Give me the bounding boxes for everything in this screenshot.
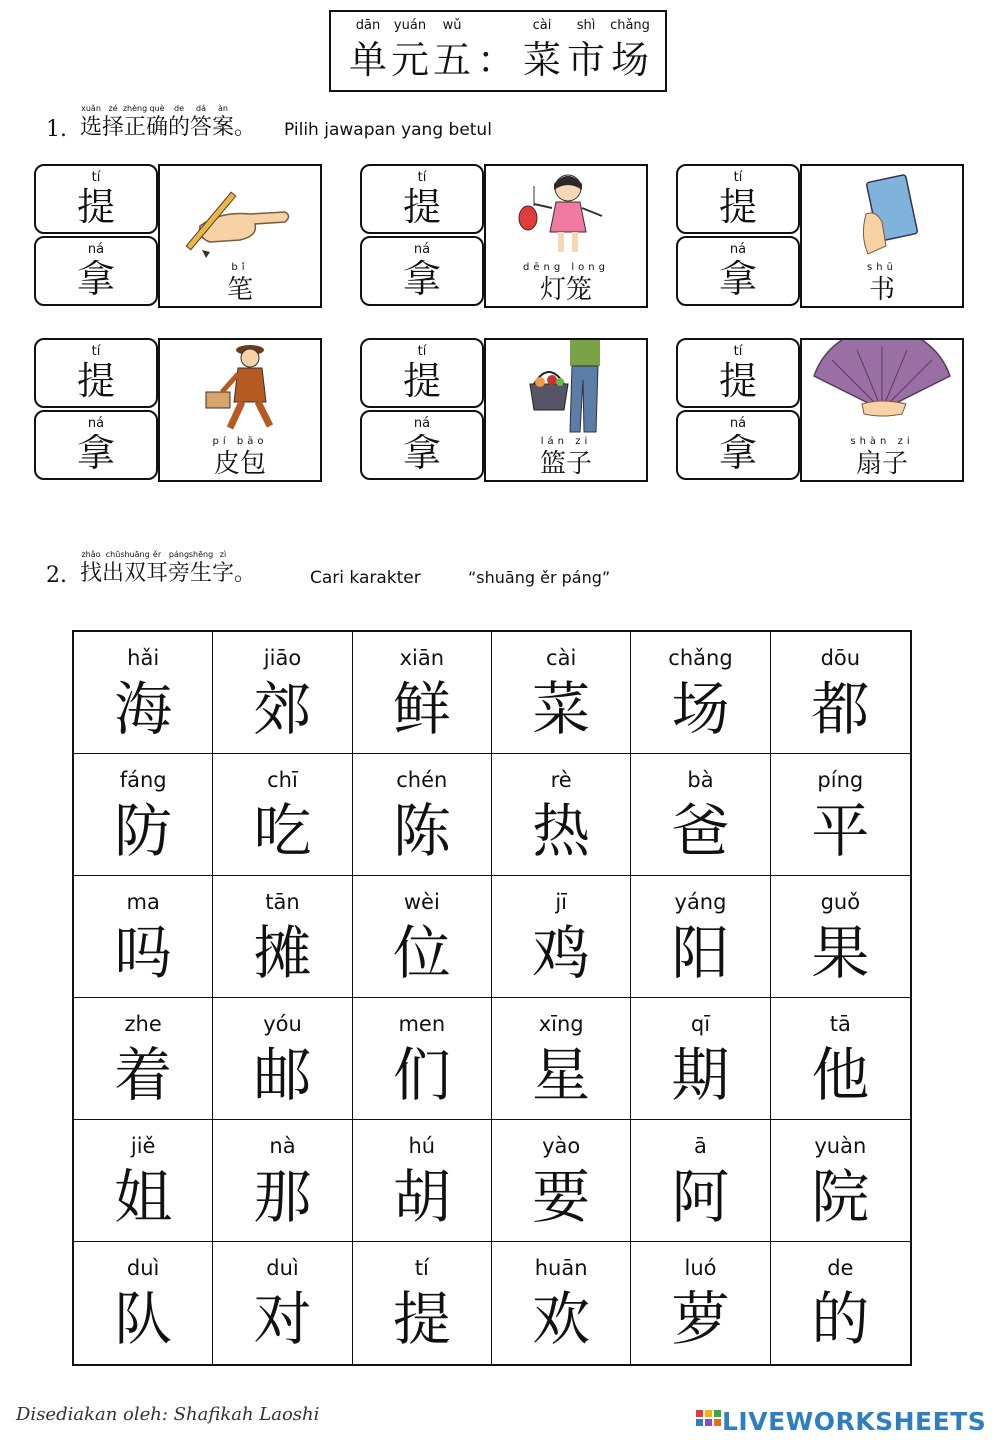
grid-cell-pinyin: jiě bbox=[130, 1134, 156, 1158]
grid-cell[interactable] bbox=[771, 754, 910, 876]
grid-cell-pinyin: tān bbox=[265, 890, 300, 914]
word-pinyin: dēng long bbox=[523, 262, 609, 273]
grid-cell-char: 郊 bbox=[253, 675, 312, 743]
grid-cell-char: 胡 bbox=[392, 1163, 451, 1231]
option-ti-button[interactable] bbox=[360, 338, 484, 408]
option-char: 拿 bbox=[718, 257, 757, 301]
instruction-1 bbox=[46, 104, 566, 144]
option-pinyin: tí bbox=[91, 170, 101, 185]
instruction-2 bbox=[46, 550, 686, 590]
grid-cell-pinyin: bà bbox=[687, 768, 714, 792]
grid-cell[interactable] bbox=[492, 876, 631, 998]
grid-cell-char: 阿 bbox=[671, 1163, 730, 1231]
grid-cell-char: 队 bbox=[114, 1285, 173, 1353]
instruction-pinyin: dá bbox=[196, 104, 206, 113]
grid-cell-pinyin: tí bbox=[414, 1256, 429, 1280]
option-na-button[interactable] bbox=[360, 410, 484, 480]
title-char: 五 bbox=[432, 38, 471, 82]
option-char: 拿 bbox=[76, 431, 115, 475]
grid-cell-char: 萝 bbox=[671, 1285, 730, 1353]
footer-signature: Disediakan oleh: Shafikah Laoshi bbox=[16, 1404, 320, 1425]
grid-cell[interactable] bbox=[213, 1120, 352, 1242]
question-card bbox=[34, 338, 324, 486]
picture-panel bbox=[484, 164, 648, 308]
title-pinyin: cài bbox=[532, 18, 552, 33]
word-char: 篮子 bbox=[539, 449, 592, 479]
grid-cell[interactable] bbox=[353, 1120, 492, 1242]
instruction-pinyin: shēng bbox=[188, 550, 214, 559]
title-char: 市 bbox=[566, 38, 605, 82]
grid-cell[interactable] bbox=[631, 632, 770, 754]
grid-cell[interactable] bbox=[631, 1120, 770, 1242]
grid-cell-char: 鲜 bbox=[392, 675, 451, 743]
grid-cell-pinyin: de bbox=[827, 1256, 854, 1280]
picture-panel bbox=[800, 164, 964, 308]
instruction-char: 旁 bbox=[168, 561, 191, 586]
instruction-char: 择 bbox=[102, 115, 125, 140]
option-pinyin: ná bbox=[87, 416, 105, 431]
grid-cell-char: 鸡 bbox=[532, 919, 591, 987]
grid-cell-char: 菜 bbox=[532, 675, 591, 743]
grid-cell-pinyin: huān bbox=[534, 1256, 588, 1280]
grid-cell-pinyin: chén bbox=[396, 768, 448, 792]
instruction-pinyin: zé bbox=[108, 104, 118, 113]
grid-cell[interactable] bbox=[353, 876, 492, 998]
title-pinyin: yuán bbox=[393, 18, 427, 33]
grid-cell[interactable] bbox=[74, 1242, 213, 1364]
instruction-pinyin: àn bbox=[218, 104, 228, 113]
grid-cell-pinyin: guǒ bbox=[820, 890, 861, 914]
option-char: 提 bbox=[718, 359, 757, 403]
instruction-pinyin: zhǎo bbox=[81, 550, 101, 559]
instruction-char: 正 bbox=[124, 115, 147, 140]
option-na-button[interactable] bbox=[34, 410, 158, 480]
instruction-char: 确 bbox=[146, 115, 169, 140]
instruction-pinyin: zhèng bbox=[122, 104, 148, 113]
grid-cell[interactable] bbox=[492, 1242, 631, 1364]
grid-cell-char: 邮 bbox=[253, 1041, 312, 1109]
instruction-char: 。 bbox=[234, 115, 257, 140]
instruction-2-malay: Cari karakter bbox=[310, 568, 421, 588]
grid-cell-char: 提 bbox=[392, 1285, 451, 1353]
grid-cell[interactable] bbox=[74, 998, 213, 1120]
word-pinyin: shū bbox=[867, 262, 897, 273]
picture-panel bbox=[158, 164, 322, 308]
question-number: 1. bbox=[46, 117, 67, 142]
instruction-char: 双 bbox=[124, 561, 147, 586]
instruction-char: 的 bbox=[168, 115, 191, 140]
word-char: 笔 bbox=[226, 275, 253, 305]
title-colon: ： bbox=[477, 38, 516, 82]
option-pinyin: ná bbox=[729, 416, 747, 431]
grid-cell-char: 星 bbox=[532, 1041, 591, 1109]
grid-cell[interactable] bbox=[771, 876, 910, 998]
option-pinyin: tí bbox=[733, 344, 743, 359]
grid-cell-pinyin: píng bbox=[817, 768, 864, 792]
grid-cell-char: 吃 bbox=[253, 797, 312, 865]
grid-cell-pinyin: jiāo bbox=[263, 646, 302, 670]
grid-cell-char: 的 bbox=[811, 1285, 870, 1353]
title-box bbox=[329, 10, 667, 92]
grid-cell-char: 陈 bbox=[392, 797, 451, 865]
grid-cell[interactable] bbox=[631, 1242, 770, 1364]
instruction-char: 字 bbox=[212, 561, 235, 586]
grid-cell-pinyin: yào bbox=[542, 1134, 581, 1158]
option-ti-button[interactable] bbox=[676, 164, 800, 234]
grid-cell-pinyin: xīng bbox=[538, 1012, 584, 1036]
option-char: 提 bbox=[718, 185, 757, 229]
option-char: 提 bbox=[402, 185, 441, 229]
title-char: 单 bbox=[348, 38, 387, 82]
grid-cell[interactable] bbox=[213, 998, 352, 1120]
grid-cell-pinyin: jī bbox=[555, 890, 567, 914]
grid-cell[interactable] bbox=[631, 876, 770, 998]
grid-cell-pinyin: rè bbox=[550, 768, 572, 792]
instruction-pinyin: shuāng bbox=[120, 550, 150, 559]
grid-cell-char: 防 bbox=[114, 797, 173, 865]
title-pinyin: dān bbox=[355, 18, 381, 33]
grid-cell[interactable] bbox=[771, 1242, 910, 1364]
question-number: 2. bbox=[46, 563, 67, 588]
grid-cell[interactable] bbox=[213, 876, 352, 998]
grid-cell-char: 他 bbox=[811, 1041, 870, 1109]
grid-cell-char: 姐 bbox=[114, 1163, 173, 1231]
word-char: 扇子 bbox=[855, 449, 908, 479]
grid-cell-pinyin: men bbox=[398, 1012, 446, 1036]
grid-cell-pinyin: xiān bbox=[399, 646, 445, 670]
grid-cell-pinyin: luó bbox=[684, 1256, 717, 1280]
grid-cell[interactable] bbox=[631, 998, 770, 1120]
instruction-char: 案 bbox=[212, 115, 235, 140]
grid-cell-pinyin: yáng bbox=[674, 890, 727, 914]
grid-cell-char: 院 bbox=[811, 1163, 870, 1231]
grid-cell[interactable] bbox=[353, 754, 492, 876]
option-pinyin: ná bbox=[87, 242, 105, 257]
option-char: 提 bbox=[402, 359, 441, 403]
question-card bbox=[34, 164, 324, 312]
grid-cell-char: 们 bbox=[392, 1041, 451, 1109]
grid-cell-pinyin: yóu bbox=[263, 1012, 302, 1036]
option-pinyin: ná bbox=[729, 242, 747, 257]
word-char: 灯笼 bbox=[539, 275, 592, 305]
grid-cell[interactable] bbox=[771, 998, 910, 1120]
grid-cell[interactable] bbox=[353, 998, 492, 1120]
option-pinyin: tí bbox=[91, 344, 101, 359]
title-pinyin: shì bbox=[576, 18, 596, 33]
instruction-pinyin: què bbox=[149, 104, 165, 113]
option-pinyin: tí bbox=[733, 170, 743, 185]
grid-cell[interactable] bbox=[213, 632, 352, 754]
instruction-1-malay: Pilih jawapan yang betul bbox=[284, 120, 492, 140]
grid-cell[interactable] bbox=[771, 632, 910, 754]
grid-cell-char: 着 bbox=[114, 1041, 173, 1109]
option-char: 提 bbox=[76, 359, 115, 403]
option-na-button[interactable] bbox=[360, 236, 484, 306]
title-pinyin: wǔ bbox=[442, 18, 462, 33]
instruction-char: 耳 bbox=[146, 561, 169, 586]
grid-cell-pinyin: zhe bbox=[124, 1012, 162, 1036]
grid-cell-char: 都 bbox=[811, 675, 870, 743]
grid-cell[interactable] bbox=[492, 998, 631, 1120]
option-char: 拿 bbox=[76, 257, 115, 301]
option-pinyin: tí bbox=[417, 170, 427, 185]
grid-cell-char: 场 bbox=[671, 675, 730, 743]
instruction-pinyin: páng bbox=[168, 550, 190, 559]
picture-panel bbox=[800, 338, 964, 482]
option-pinyin: tí bbox=[417, 344, 427, 359]
grid-cell-pinyin: chī bbox=[267, 768, 298, 792]
grid-cell-pinyin: hú bbox=[408, 1134, 436, 1158]
word-pinyin: pí bāo bbox=[212, 436, 268, 447]
title-char: 菜 bbox=[522, 38, 561, 82]
grid-cell-char: 对 bbox=[253, 1285, 312, 1353]
grid-cell-char: 热 bbox=[532, 797, 591, 865]
grid-cell[interactable] bbox=[74, 1120, 213, 1242]
option-ti-button[interactable] bbox=[360, 164, 484, 234]
picture-panel bbox=[158, 338, 322, 482]
grid-cell-pinyin: nà bbox=[269, 1134, 296, 1158]
liveworksheets-logo[interactable] bbox=[696, 1406, 986, 1436]
grid-cell-pinyin: chǎng bbox=[668, 646, 733, 670]
instruction-pinyin: xuǎn bbox=[81, 104, 101, 113]
instruction-pinyin: ěr bbox=[152, 550, 162, 559]
grid-cell[interactable] bbox=[492, 754, 631, 876]
grid-cell-pinyin: tā bbox=[829, 1012, 851, 1036]
question-card bbox=[360, 164, 650, 312]
grid-cell-pinyin: qī bbox=[690, 1012, 711, 1036]
grid-cell[interactable] bbox=[74, 754, 213, 876]
grid-cell[interactable] bbox=[213, 1242, 352, 1364]
option-na-button[interactable] bbox=[34, 236, 158, 306]
grid-cell-char: 摊 bbox=[253, 919, 312, 987]
option-na-button[interactable] bbox=[676, 236, 800, 306]
grid-cell-char: 吗 bbox=[114, 919, 173, 987]
title-char: 元 bbox=[390, 38, 429, 82]
instruction-2-term: “shuāng ěr páng” bbox=[468, 568, 611, 587]
grid-cell-char: 爸 bbox=[671, 797, 730, 865]
grid-cell[interactable] bbox=[353, 1242, 492, 1364]
grid-cell-char: 位 bbox=[392, 919, 451, 987]
grid-cell-char: 那 bbox=[253, 1163, 312, 1231]
grid-cell-char: 海 bbox=[114, 675, 173, 743]
grid-cell-pinyin: fáng bbox=[119, 768, 167, 792]
grid-cell-pinyin: ma bbox=[126, 890, 160, 914]
instruction-pinyin: zì bbox=[219, 550, 227, 559]
grid-cell-char: 果 bbox=[811, 919, 870, 987]
option-ti-button[interactable] bbox=[34, 164, 158, 234]
grid-cell-pinyin: yuàn bbox=[814, 1134, 867, 1158]
option-char: 拿 bbox=[402, 431, 441, 475]
title-pinyin: chǎng bbox=[610, 18, 650, 33]
grid-cell-char: 平 bbox=[811, 797, 870, 865]
question-card bbox=[676, 338, 966, 486]
instruction-char: 出 bbox=[102, 561, 125, 586]
option-char: 拿 bbox=[402, 257, 441, 301]
word-pinyin: bǐ bbox=[231, 262, 249, 273]
instruction-char: 选 bbox=[80, 115, 103, 140]
option-pinyin: ná bbox=[413, 416, 431, 431]
instruction-pinyin: de bbox=[174, 104, 184, 113]
grid-cell[interactable] bbox=[631, 754, 770, 876]
grid-cell-pinyin: duì bbox=[266, 1256, 299, 1280]
grid-cell-pinyin: wèi bbox=[403, 890, 440, 914]
option-pinyin: ná bbox=[413, 242, 431, 257]
grid-cell-char: 要 bbox=[532, 1163, 591, 1231]
grid-cell-pinyin: hǎi bbox=[127, 646, 160, 670]
option-na-button[interactable] bbox=[676, 410, 800, 480]
grid-cell-char: 阳 bbox=[671, 919, 730, 987]
grid-cell-pinyin: cài bbox=[546, 646, 577, 670]
option-ti-button[interactable] bbox=[34, 338, 158, 408]
option-char: 提 bbox=[76, 185, 115, 229]
instruction-char: 。 bbox=[234, 561, 257, 586]
grid-cell[interactable] bbox=[492, 632, 631, 754]
grid-cell-char: 欢 bbox=[532, 1285, 591, 1353]
word-pinyin: lán zi bbox=[540, 436, 592, 447]
grid-cell[interactable] bbox=[353, 632, 492, 754]
instruction-char: 答 bbox=[190, 115, 213, 140]
logo-text: LIVEWORKSHEETS bbox=[722, 1406, 987, 1436]
grid-cell[interactable] bbox=[492, 1120, 631, 1242]
option-char: 拿 bbox=[718, 431, 757, 475]
word-pinyin: shàn zi bbox=[850, 436, 914, 447]
grid-cell[interactable] bbox=[771, 1120, 910, 1242]
logo-mark-icon bbox=[696, 1410, 722, 1432]
grid-cell[interactable] bbox=[213, 754, 352, 876]
grid-cell-pinyin: dōu bbox=[820, 646, 861, 670]
instruction-pinyin: chū bbox=[105, 550, 121, 559]
instruction-char: 找 bbox=[80, 561, 103, 586]
question-card bbox=[360, 338, 650, 486]
grid-cell[interactable] bbox=[74, 876, 213, 998]
word-char: 皮包 bbox=[213, 449, 266, 479]
grid-cell[interactable] bbox=[74, 632, 213, 754]
picture-panel bbox=[484, 338, 648, 482]
grid-cell-char: 期 bbox=[671, 1041, 730, 1109]
question-card bbox=[676, 164, 966, 312]
grid-cell-pinyin: ā bbox=[694, 1134, 707, 1158]
grid-cell-pinyin: duì bbox=[126, 1256, 160, 1280]
instruction-char: 生 bbox=[190, 561, 213, 586]
option-ti-button[interactable] bbox=[676, 338, 800, 408]
title-char: 场 bbox=[610, 38, 649, 82]
character-grid bbox=[72, 630, 912, 1366]
word-char: 书 bbox=[868, 275, 895, 305]
